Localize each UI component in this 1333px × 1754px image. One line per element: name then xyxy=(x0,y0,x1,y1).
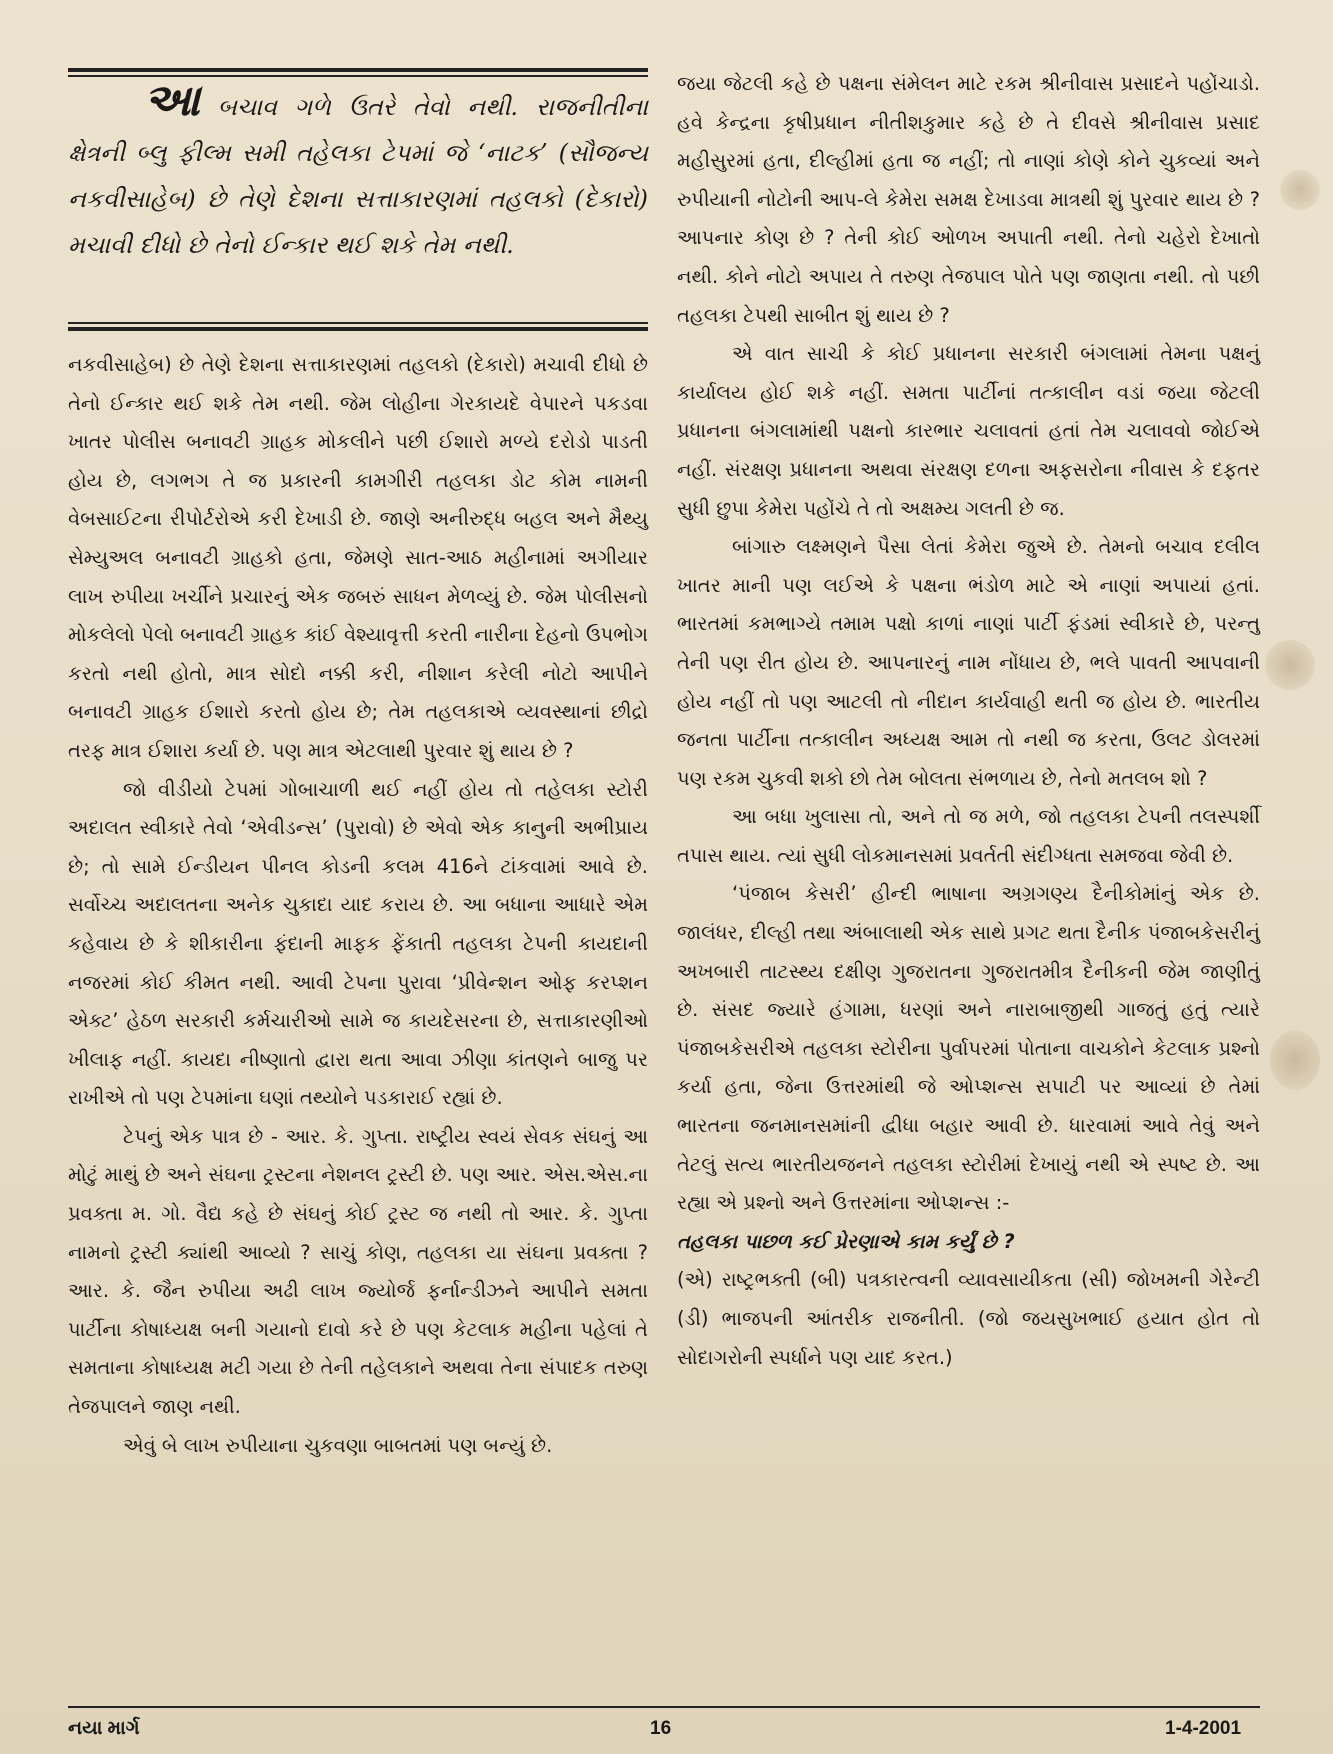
paragraph: આ બધા ખુલાસા તો, અને તો જ મળે, જો તહલકા ટેપની તલસ્પર્શી તપાસ થાય. ત્યાં સુધી લોકમાનસમાં પ્રવર્તતી સંદીગ્ધતા સમજવા જેવી છે. xyxy=(677,805,1260,867)
pull-quote-top-rule xyxy=(68,68,648,72)
answer-options: (એ) રાષ્ટ્રભક્તી (બી) પત્રકારત્વની વ્યાવસાયીકતા (સી) જોખમની ગેરેન્ટી (ડી) ભાજપની આંતરીક રાજનીતી. (જો જયસુખભાઈ હયાત હોત તો સોદાગરોની સ્પર્ધાને પણ યાદ કરત.) xyxy=(677,1268,1260,1369)
paper-stain xyxy=(1270,1030,1320,1090)
paragraph: જયા જેટલી કહે છે પક્ષના સંમેલન માટે રકમ શ્રીનીવાસ પ્રસાદને પહોંચાડો. હવે કેન્દ્રના કૃષીપ્રધાન નીતીશકુમાર કહે છે તે દીવસે શ્રીનીવાસ પ્રસાદ મહીસુરમાં હતા, દીલ્હીમાં હતા જ નહીં; તો નાણાં કોણે કોને ચુકવ્યાં અને રુપીયાની નોટોની આપ-લે કેમેરા સમક્ષ દેખાડવા માત્રથી શું પુરવાર થાય છે ? આપનાર કોણ છે ? તેની કોઈ ઓળખ અપાતી નથી. તેનો ચહેરો દેખાતો નથી. કોને નોટો અપાય તે તરુણ તેજપાલ પોતે પણ જાણતા નથી. તો પછી તહલકા ટેપથી સાબીત શું થાય છે ? xyxy=(677,72,1260,327)
pull-quote-bottom-rule-thin xyxy=(68,322,648,324)
paper-stain xyxy=(1265,640,1315,690)
footer-rule xyxy=(68,1706,1260,1708)
question-heading: તહલકા પાછળ કઈ પ્રેરણાએ કામ કર્યું છે ? xyxy=(677,1229,1015,1253)
paragraph: બાંગારુ લક્ષ્મણને પૈસા લેતાં કેમેરા જુએ છે. તેમનો બચાવ દલીલ ખાતર માની પણ લઈએ કે પક્ષના ભંડોળ માટે એ નાણાં અપાયાં હતાં. ભારતમાં કમભાગ્યે તમામ પક્ષો કાળાં નાણાં પાર્ટી ફંડમાં સ્વીકારે છે, પરન્તુ તેની પણ રીત હોય છે. આપનારનું નામ નોંધાય છે, ભલે પાવતી આપવાની હોય નહીં તો પણ આટલી તો નીદાન કાર્યવાહી થતી જ હોય છે. ભારતીય જનતા પાર્ટીના તત્કાલીન અધ્યક્ષ આમ તો નથી જ કરતા, ઉલટ ડોલરમાં પણ રકમ ચુકવી શકો છો તેમ બોલતા સંભળાય છે, તેનો મતલબ શો ? xyxy=(677,535,1260,790)
publication-name: નયા માર્ગ xyxy=(68,1718,140,1739)
paragraph: જો વીડીયો ટેપમાં ગોબાચાળી થઈ નહીં હોય તો તહેલકા સ્ટોરી અદાલત સ્વીકારે તેવો ‘એવીડન્સ’ (પુરાવો) છે એવો એક કાનુની અભીપ્રાય છે; તો સામે ઈન્ડીયન પીનલ કોડની કલમ 416ને ટાંકવામાં આવે છે. સર્વોચ્ચ અદાલતના અનેક ચુકાદા યાદ કરાય છે. આ બધાના આધારે એમ કહેવાય છે કે શીકારીના ફંદાની માફક ફેંકાતી તહલકા ટેપની કાયદાની નજરમાં કોઈ કીમત નથી. આવી ટેપના પુરાવા ‘પ્રીવેન્શન ઓફ કરપ્શન એક્ટ’ હેઠળ સરકારી કર્મચારીઓ સામે જ કાયદેસરના છે, સત્તાકારણીઓ ખીલાફ નહીં. કાયદા નીષ્ણાતો દ્વારા થતા આવા ઝીણા કાંતણને બાજુ પર રાખીએ તો પણ ટેપમાંના ઘણાં તથ્યોને પડકારાઈ રહ્યાં છે. xyxy=(68,777,648,1110)
issue-date: 1-4-2001 xyxy=(1165,1718,1242,1739)
pull-quote xyxy=(68,75,648,268)
paragraph: નકવીસાહેબ) છે તેણે દેશના સત્તાકારણમાં તહલકો (દેકારો) મચાવી દીધો છે તેનો ઈન્કાર થઈ શકે તેમ નથી. જેમ લોહીના ગેરકાયદે વેપારને પકડવા ખાતર પોલીસ બનાવટી ગ્રાહક મોકલીને પછી ઈશારો મળ્યે દરોડો પાડતી હોય છે, લગભગ તે જ પ્રકારની કામગીરી તહલકા ડોટ કોમ નામની વેબસાઈટના રીપોર્ટરોએ કરી દેખાડી છે. જાણે અનીરુદ્ધ બહલ અને મૈથ્યુ સેમ્યુઅલ બનાવટી ગ્રાહકો હતા, જેમણે સાત-આઠ મહીનામાં અગીયાર લાખ રુપીયા ખર્ચીને પ્રચારનું એક જબરું સાધન મેળવ્યું છે. જેમ પોલીસનો મોકલેલો પેલો બનાવટી ગ્રાહક કાંઈ વેશ્યાવૃત્તી કરતી નારીના દેહનો ઉપભોગ કરતો નથી હોતો, માત્ર સોદો નક્કી કરી, નીશાન કરેલી નોટો આપીને બનાવટી ગ્રાહક ઈશારો કરતો હોય છે; તેમ તહલકાએ વ્યવસ્થાનાં છીદ્રો તરફ માત્ર ઈશારા કર્યા છે. પણ માત્ર એટલાથી પુરવાર શું થાય છે ? xyxy=(68,353,648,762)
pull-quote-bottom-rule xyxy=(68,327,648,331)
page-number: 16 xyxy=(650,1718,672,1739)
paragraph: ‘પંજાબ કેસરી’ હીન્દી ભાષાના અગ્રગણ્ય દૈનીકોમાંનું એક છે. જાલંધર, દીલ્હી તથા અંબાલાથી એક સાથે પ્રગટ થતા દૈનીક પંજાબકેસરીનું અખબારી તાટસ્થ્ય દક્ષીણ ગુજરાતના ગુજરાતમીત્ર દૈનીકની જેમ જાણીતું છે. સંસદ જ્યારે હંગામા, ધરણાં અને નારાબાજીથી ગાજતું હતું ત્યારે પંજાબકેસરીએ તહલકા સ્ટોરીના પુર્વાપરમાં પોતાના વાચકોને કેટલાક પ્રશ્નો કર્યા હતા, જેના ઉત્તરમાંથી જે ઓપ્શન્સ સપાટી પર આવ્યાં છે તેમાં ભારતના જનમાનસમાંની દ્વીધા બહાર આવી છે. ધારવામાં આવે તેવું અને તેટલું સત્ય ભારતીયજનને તહલકા સ્ટોરીમાં દેખાયું નથી એ સ્પષ્ટ છે. આ રહ્યા એ પ્રશ્નો અને ઉત્તરમાંના ઓપ્શન્સ :- xyxy=(677,882,1260,1215)
right-column xyxy=(677,65,1260,1377)
left-column xyxy=(68,346,648,1465)
paragraph: એ વાત સાચી કે કોઈ પ્રધાનના સરકારી બંગલામાં તેમના પક્ષનું કાર્યાલય હોઈ શકે નહીં. સમતા પાર્ટીનાં તત્કાલીન વડાં જયા જેટલી પ્રધાનના બંગલામાંથી પક્ષનો કારભાર ચલાવતાં હતાં તેમ ચલાવવો જોઈએ નહીં. સંરક્ષણ પ્રધાનના અથવા સંરક્ષણ દળના અફસરોના નીવાસ કે દફતર સુધી છુપા કેમેરા પહોંચે તે તો અક્ષમ્ય ગલતી છે જ. xyxy=(677,342,1260,520)
pull-quote-text: બચાવ ગળે ઉતરે તેવો નથી. રાજનીતીના ક્ષેત્રની બ્લુ ફીલ્મ સમી તહેલકા ટેપમાં જે ‘નાટક’ (સૌજન્ય નકવીસાહેબ) છે તેણે દેશના સત્તાકારણમાં તહલકો (દેકારો) મચાવી દીધો છે તેનો ઈન્કાર થઈ શકે તેમ નથી. xyxy=(68,93,648,259)
paper-stain xyxy=(1280,170,1320,210)
pull-quote-drop-word: આ xyxy=(144,75,200,126)
paragraph: એવું બે લાખ રુપીયાના ચુકવણા બાબતમાં પણ બન્યું છે. xyxy=(123,1433,553,1457)
paragraph: ટેપનું એક પાત્ર છે - આર. કે. ગુપ્તા. રાષ્ટ્રીય સ્વયં સેવક સંઘનું આ મોટું માથું છે અને સંઘના ટ્રસ્ટના નેશનલ ટ્રસ્ટી છે. પણ આર. એસ.એસ.ના પ્રવક્તા મ. ગો. વૈદ્ય કહે છે સંઘનું કોઈ ટ્રસ્ટ જ નથી તો આર. કે. ગુપ્તા નામનો ટ્રસ્ટી ક્યાંથી આવ્યો ? સાચું કોણ, તહલકા યા સંઘના પ્રવક્તા ? આર. કે. જૈન રુપીયા અઢી લાખ જ્યોર્જ ફર્નાન્ડીઝને આપીને સમતા પાર્ટીના કોષાધ્યક્ષ બની ગયાનો દાવો કરે છે પણ કેટલાક મહીના પહેલાં તે સમતાના કોષાધ્યક્ષ મટી ગયા છે તેની તહેલકાને અથવા તેના સંપાદક તરુણ તેજપાલને જાણ નથી. xyxy=(68,1124,648,1419)
